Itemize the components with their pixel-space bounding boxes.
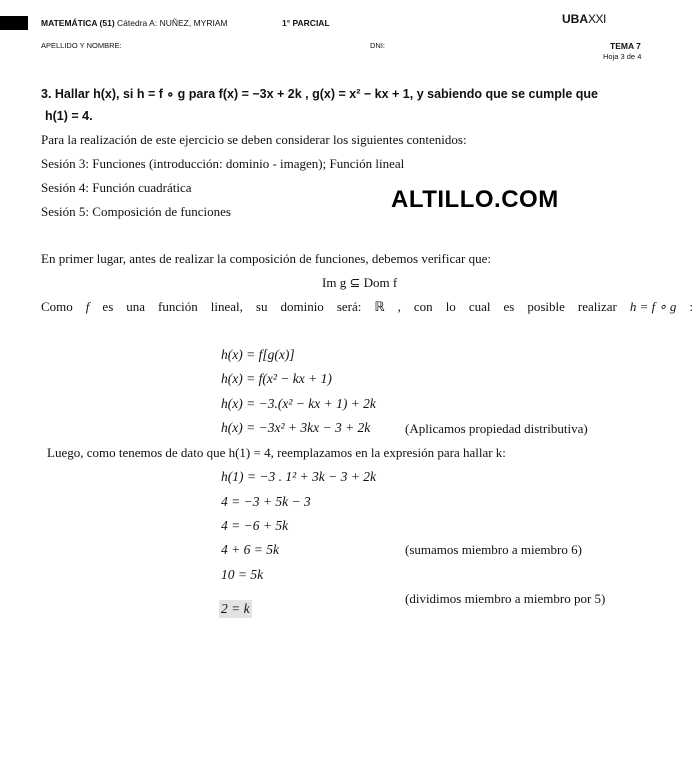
explanation-word: ℝ xyxy=(374,299,385,314)
domain-condition: Im g ⊆ Dom f xyxy=(322,275,398,290)
explanation-word: es xyxy=(503,299,515,314)
explanation-word: f xyxy=(85,299,90,314)
session-3: Sesión 3: Funciones (introducción: dominio - imagen); Función lineal xyxy=(41,156,405,171)
domain-explanation xyxy=(41,299,693,315)
session-4: Sesión 4: Función cuadrática xyxy=(41,180,192,195)
explanation-word: , xyxy=(397,299,401,314)
explanation-word: es xyxy=(102,299,114,314)
explanation-word: posible xyxy=(527,299,565,314)
explanation-word: con xyxy=(413,299,433,314)
explanation-word: : xyxy=(689,299,693,314)
luego-text: Luego, como tenemos de dato que h(1) = 4, reemplazamos en la expresión para hallar k: xyxy=(47,445,506,460)
step-1: h(x) = f[g(x)] xyxy=(221,347,295,362)
course-name: MATEMÁTICA (51) xyxy=(41,18,115,28)
uba-logo: UBAXXI xyxy=(562,12,606,26)
explanation-word: función xyxy=(158,299,198,314)
eq-2: 4 = −3 + 5k − 3 xyxy=(221,494,311,509)
problem-statement: 3. Hallar h(x), si h = f ∘ g para f(x) = −3x + 2k , g(x) = x² − kx + 1, y sabiendo que se cumple que xyxy=(41,87,598,101)
step-4-note: (Aplicamos propiedad distributiva) xyxy=(405,421,588,436)
step-3: h(x) = −3.(x² − kx + 1) + 2k xyxy=(221,396,376,411)
result-k: 2 = k xyxy=(221,601,250,616)
exam-label: 1° PARCIAL xyxy=(282,18,330,28)
sheet-number: Hoja 3 de 4 xyxy=(603,52,642,61)
eq-5: 10 = 5k xyxy=(221,567,264,582)
eq-1: h(1) = −3 . 1² + 3k − 3 + 2k xyxy=(221,469,376,484)
explanation-word: una xyxy=(126,299,146,314)
explanation-word: h = f ∘ g xyxy=(629,299,677,314)
watermark: ALTILLO.COM xyxy=(391,186,559,213)
corner-marker xyxy=(0,16,28,30)
explanation-word: cual xyxy=(468,299,491,314)
eq-3: 4 = −6 + 5k xyxy=(221,518,289,533)
explanation-word: dominio xyxy=(280,299,324,314)
explanation-word: su xyxy=(255,299,268,314)
problem-condition: h(1) = 4. xyxy=(45,109,93,123)
name-label: APELLIDO Y NOMBRE: xyxy=(41,41,122,50)
tema-label: TEMA 7 xyxy=(610,41,641,51)
explanation-word: Como xyxy=(41,299,73,314)
explanation-word: realizar xyxy=(577,299,617,314)
explanation-word: lineal, xyxy=(210,299,243,314)
eq-4: 4 + 6 = 5k xyxy=(221,542,279,557)
step-2: h(x) = f(x² − kx + 1) xyxy=(221,371,332,386)
intro-text: Para la realización de este ejercicio se deben considerar los siguientes contenidos: xyxy=(41,132,467,147)
explanation-word: lo xyxy=(445,299,456,314)
explanation-word: será: xyxy=(336,299,362,314)
session-5: Sesión 5: Composición de funciones xyxy=(41,204,231,219)
course-header xyxy=(41,18,228,28)
step-4: h(x) = −3x² + 3kx − 3 + 2k xyxy=(221,420,371,435)
chair-name: Cátedra A: NUÑEZ, MYRIAM xyxy=(117,18,228,28)
dni-label: DNI: xyxy=(370,41,385,50)
eq-6-note: (dividimos miembro a miembro por 5) xyxy=(405,591,606,606)
eq-4-note: (sumamos miembro a miembro 6) xyxy=(405,542,582,557)
verify-text: En primer lugar, antes de realizar la composición de funciones, debemos verificar que: xyxy=(41,251,491,266)
